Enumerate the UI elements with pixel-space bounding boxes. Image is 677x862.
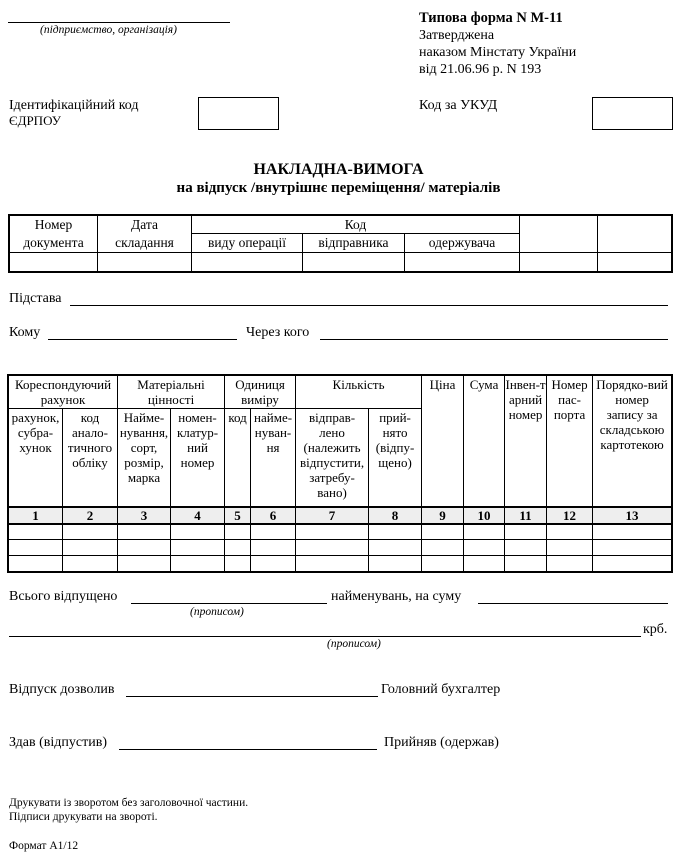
edrpou-label-line-1: Ідентифікаційний код	[9, 98, 139, 113]
account-subaccount-header: рахунок, субра-хунок	[9, 409, 63, 507]
code-sender-header: відправника	[303, 234, 405, 253]
date-header-1: Дата	[98, 216, 192, 234]
table-cell[interactable]	[251, 540, 296, 556]
table-cell[interactable]	[422, 540, 464, 556]
table-cell[interactable]	[505, 524, 547, 540]
sum-in-words-field[interactable]	[9, 622, 641, 637]
code-operation-header: виду операції	[192, 234, 303, 253]
table-cell[interactable]	[505, 556, 547, 572]
qty-sent-header: відправ-лено (належить відпустити, затребу-вано)	[296, 409, 369, 507]
extra-cell-1[interactable]	[520, 253, 598, 272]
table-cell[interactable]	[547, 524, 593, 540]
doc-number-cell[interactable]	[10, 253, 98, 272]
quantity-group-header: Кількість	[296, 376, 422, 409]
table-row	[9, 524, 672, 540]
edrpou-label	[9, 98, 139, 128]
code-receiver-header: одержувача	[405, 234, 520, 253]
column-number: 2	[63, 507, 118, 524]
code-group-header: Код	[192, 216, 520, 234]
handed-over-label: Здав (відпустив)	[9, 735, 107, 750]
code-sender-cell[interactable]	[303, 253, 405, 272]
to-whom-label: Кому	[9, 325, 41, 340]
document-subtitle: на відпуск /внутрішнє переміщення/ матеріалів	[176, 180, 501, 196]
column-number: 8	[369, 507, 422, 524]
table-cell[interactable]	[9, 540, 63, 556]
column-number: 4	[171, 507, 225, 524]
code-operation-cell[interactable]	[192, 253, 303, 272]
date-cell[interactable]	[98, 253, 192, 272]
table-cell[interactable]	[118, 540, 171, 556]
column-number: 6	[251, 507, 296, 524]
table-cell[interactable]	[225, 540, 251, 556]
unit-code-header: код	[225, 409, 251, 507]
qty-received-header: прий-нято (відпу-щено)	[369, 409, 422, 507]
column-number: 11	[505, 507, 547, 524]
table-cell[interactable]	[547, 540, 593, 556]
table-cell[interactable]	[171, 556, 225, 572]
table-cell[interactable]	[296, 540, 369, 556]
extra-header-cell-2	[598, 216, 672, 253]
table-cell[interactable]	[464, 556, 505, 572]
column-number: 10	[464, 507, 505, 524]
table-cell[interactable]	[225, 556, 251, 572]
release-allowed-label: Відпуск дозволив	[9, 682, 115, 697]
table-cell[interactable]	[422, 556, 464, 572]
document-title: НАКЛАДНА-ВИМОГА	[253, 161, 424, 178]
release-allowed-signature[interactable]	[126, 682, 378, 697]
card-record-number-header: Порядко-вий номер запису за складською картотекою	[593, 376, 672, 507]
nomenclature-number-header: номен-клатур-ний номер	[171, 409, 225, 507]
table-cell[interactable]	[251, 556, 296, 572]
released-total-label: Всього відпущено	[9, 589, 118, 604]
table-cell[interactable]	[63, 524, 118, 540]
column-number: 1	[9, 507, 63, 524]
table-cell[interactable]	[422, 524, 464, 540]
table-cell[interactable]	[593, 556, 672, 572]
column-number: 13	[593, 507, 672, 524]
document-info-table	[9, 215, 672, 272]
basis-field[interactable]	[70, 291, 668, 306]
items-sum-label: найменувань, на суму	[331, 589, 462, 604]
date-header-2: складання	[98, 234, 192, 253]
through-whom-label: Через кого	[246, 325, 310, 340]
table-cell[interactable]	[118, 556, 171, 572]
account-group-header: Кореспондуючий рахунок	[9, 376, 118, 409]
released-count-caption: (прописом)	[190, 606, 244, 618]
chief-accountant-label: Головний бухгалтер	[381, 682, 501, 697]
table-cell[interactable]	[171, 540, 225, 556]
edrpou-code-box[interactable]	[198, 97, 279, 130]
table-cell[interactable]	[369, 524, 422, 540]
ukud-label: Код за УКУД	[419, 98, 498, 113]
sum-in-words-caption: (прописом)	[327, 638, 381, 650]
table-cell[interactable]	[593, 540, 672, 556]
table-cell[interactable]	[464, 540, 505, 556]
sum-field[interactable]	[478, 589, 668, 604]
table-cell[interactable]	[296, 556, 369, 572]
to-whom-field[interactable]	[48, 325, 237, 340]
released-count-field[interactable]	[131, 589, 327, 604]
name-grade-size-header: Найме-нування, сорт, розмір, марка	[118, 409, 171, 507]
table-cell[interactable]	[369, 556, 422, 572]
table-cell[interactable]	[547, 556, 593, 572]
code-receiver-cell[interactable]	[405, 253, 520, 272]
materials-group-header: Матеріальні цінності	[118, 376, 225, 409]
table-cell[interactable]	[505, 540, 547, 556]
table-cell[interactable]	[9, 524, 63, 540]
edrpou-label-line-2: ЄДРПОУ	[9, 113, 61, 128]
column-number: 3	[118, 507, 171, 524]
passport-number-header: Номер пас-порта	[547, 376, 593, 507]
column-number: 12	[547, 507, 593, 524]
approved-line-1: Затверджена	[419, 28, 495, 43]
table-cell[interactable]	[369, 540, 422, 556]
format-label: Формат А1/12	[9, 840, 79, 852]
unit-group-header: Одиниця виміру	[225, 376, 296, 409]
table-cell[interactable]	[464, 524, 505, 540]
column-number: 5	[225, 507, 251, 524]
form-title: Типова форма N М-11	[419, 10, 563, 26]
currency-label: крб.	[643, 622, 668, 637]
price-header: Ціна	[422, 376, 464, 507]
table-cell[interactable]	[118, 524, 171, 540]
column-number: 7	[296, 507, 369, 524]
doc-number-header-2: документа	[10, 234, 98, 253]
sum-header: Сума	[464, 376, 505, 507]
table-cell[interactable]	[63, 556, 118, 572]
column-number: 9	[422, 507, 464, 524]
table-cell[interactable]	[225, 524, 251, 540]
approved-line-3: від 21.06.96 р. N 193	[419, 62, 542, 77]
print-note-2: Підписи друкувати на звороті.	[9, 811, 158, 823]
handed-over-signature[interactable]	[119, 735, 377, 750]
analytic-code-header: код анало-тичного обліку	[63, 409, 118, 507]
table-cell[interactable]	[251, 524, 296, 540]
basis-label: Підстава	[9, 291, 62, 306]
table-cell[interactable]	[593, 524, 672, 540]
table-cell[interactable]	[63, 540, 118, 556]
unit-name-header: найме-нуван-ня	[251, 409, 296, 507]
organization-caption: (підприємство, організація)	[40, 24, 177, 36]
table-cell[interactable]	[296, 524, 369, 540]
table-cell[interactable]	[171, 524, 225, 540]
table-row	[9, 556, 672, 572]
inventory-number-header: Інвен-тарний номер	[505, 376, 547, 507]
ukud-code-box[interactable]	[592, 97, 673, 130]
approved-line-2: наказом Мінстату України	[419, 45, 577, 60]
materials-table	[8, 375, 672, 572]
doc-number-header-1: Номер	[10, 216, 98, 234]
organization-field[interactable]	[8, 9, 230, 23]
through-whom-field[interactable]	[320, 325, 668, 340]
extra-header-cell-1	[520, 216, 598, 253]
table-cell[interactable]	[9, 556, 63, 572]
received-label: Прийняв (одержав)	[384, 735, 499, 750]
table-row	[9, 540, 672, 556]
extra-cell-2[interactable]	[598, 253, 672, 272]
print-note-1: Друкувати із зворотом без заголовочної частини.	[9, 797, 249, 809]
